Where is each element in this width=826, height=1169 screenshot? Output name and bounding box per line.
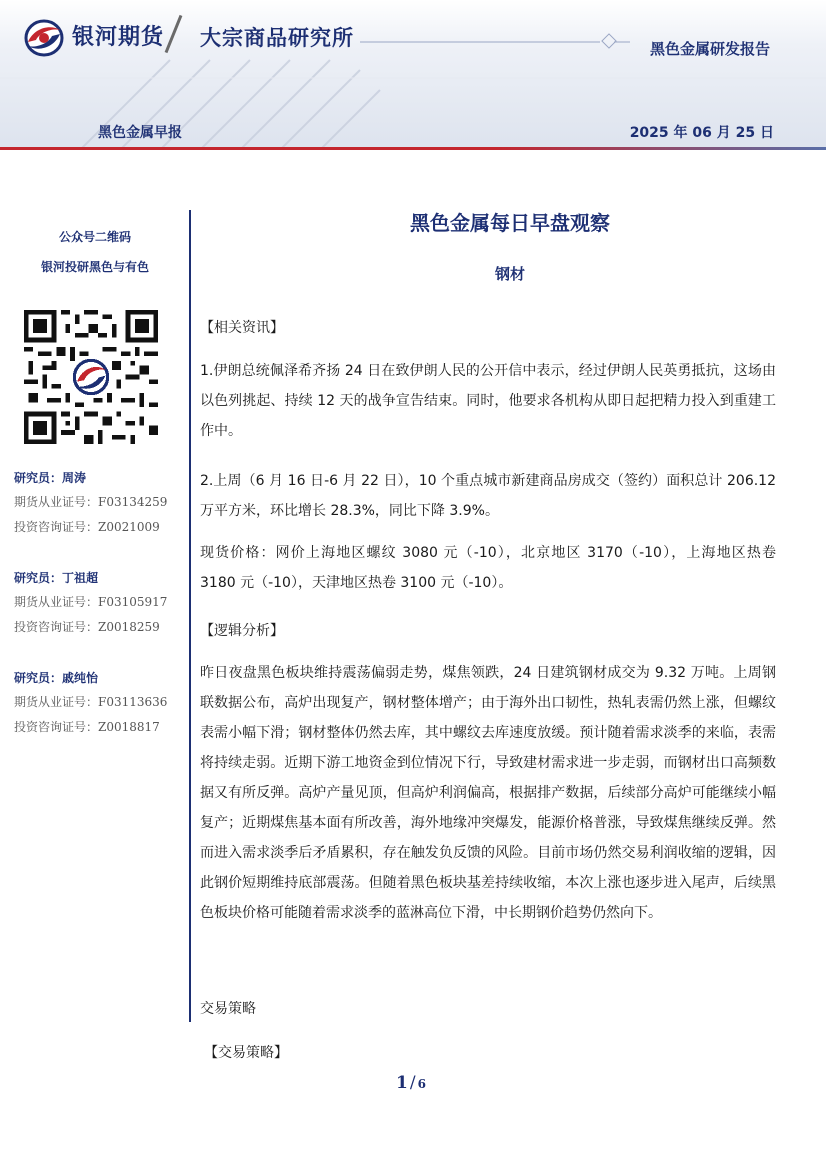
report-series: 黑色金属早报 [98,125,182,141]
section-heading-news: 【相关资讯】 [200,320,284,336]
logic-analysis-paragraph: 昨日夜盘黑色板块维持震荡偏弱走势，煤焦领跌，24 日建筑钢材成交为 9.32 万吨。上周钢联数据公布，高炉出现复产，钢材整体增产；由于海外出口韧性，热轧表需仍然上涨，但螺纹表需小幅下滑；钢材整体仍然去库，其中螺纹去库速度放缓。预计随着需求淡季的来临，表需将持续走弱。近期下游工地资金到位情况下行，导致建材需求进一步走弱，而钢材出口高频数据又有所反弹。高炉产量见顶，但高炉利润偏高，根据排产数据，后续部分高炉可能继续小幅复产；近期煤焦基本面有所改善，海外地缘冲突爆发，能源价格普涨，导致煤焦继续反弹。然而进入需求淡季后矛盾累积，存在触发负反馈的风险。目前市场仍然交易利润收缩的逻辑，因此钢价短期维持底部震荡。但随着黑色板块基差持续收缩，本次上涨也逐步进入尾声，后续黑色板块价格可能随着需求淡季的蓝淋高位下滑，中长期钢价趋势仍然向下。 [200,665,776,921]
strategy-label: 交易策略 [200,1001,256,1017]
report-header-banner [0,0,826,150]
analyst-name: 研究员：戚纯怡 [14,671,99,685]
analyst-card [14,570,184,644]
sidebar [10,230,180,734]
section-heading-logic: 【逻辑分析】 [200,623,284,639]
page-number [396,1073,426,1093]
analyst-name: 研究员：丁祖超 [14,571,99,585]
header-rule [0,147,826,150]
analyst-license: 期货从业证号：F03105917 [14,595,168,609]
news-item-1: 1.伊朗总统佩泽希齐扬 24 日在致伊朗人民的公开信中表示，经过伊朗人民英勇抵抗，这场由以色列挑起、持续 12 天的战争宣告结束。同时，他要求各机构从即日起把精力投入到重建工作中。 [200,363,776,439]
analyst-advisor-id: 投资咨询证号：Z0018259 [14,620,160,634]
galaxy-futures-logo-icon [22,18,66,58]
page-separator: / [409,1073,416,1093]
analyst-license: 期货从业证号：F03113636 [14,695,168,709]
page-title: 黑色金属每日早盘观察 [410,211,610,235]
spot-price-paragraph: 现货价格：网价上海地区螺纹 3080 元（-10），北京地区 3170（-10），上海地区热卷 3180 元（-10），天津地区热卷 3100 元（-10）。 [200,545,776,591]
section-heading-strategy: 【交易策略】 [204,1045,288,1061]
institute-name: 大宗商品研究所 [200,26,354,50]
analyst-advisor-id: 投资咨询证号：Z0018817 [14,720,160,734]
analyst-advisor-id: 投资咨询证号：Z0021009 [14,520,160,534]
analyst-card [14,670,184,744]
sidebar-divider [189,210,191,1022]
qr-title: 公众号二维码 [58,230,131,244]
analyst-license: 期货从业证号：F03134259 [14,495,168,509]
total-pages: 6 [417,1077,426,1091]
analyst-name: 研究员：周涛 [14,471,87,485]
news-item-2: 2.上周（6 月 16 日-6 月 22 日），10 个重点城市新建商品房成交（签约）面积总计 206.12 万平方米，环比增长 28.3%，同比下降 3.9%。 [200,473,776,519]
page-subtitle: 钢材 [494,265,525,283]
current-page: 1 [396,1073,408,1093]
brand-name: 银河期货 [72,25,165,50]
report-type: 黑色金属研发报告 [649,40,770,58]
qr-code-icon[interactable] [24,310,158,444]
analyst-card [14,470,184,544]
account-name: 银河投研黑色与有色 [40,260,149,274]
main-content [200,208,780,1061]
report-date: 2025 年 06 月 25 日 [629,125,774,141]
